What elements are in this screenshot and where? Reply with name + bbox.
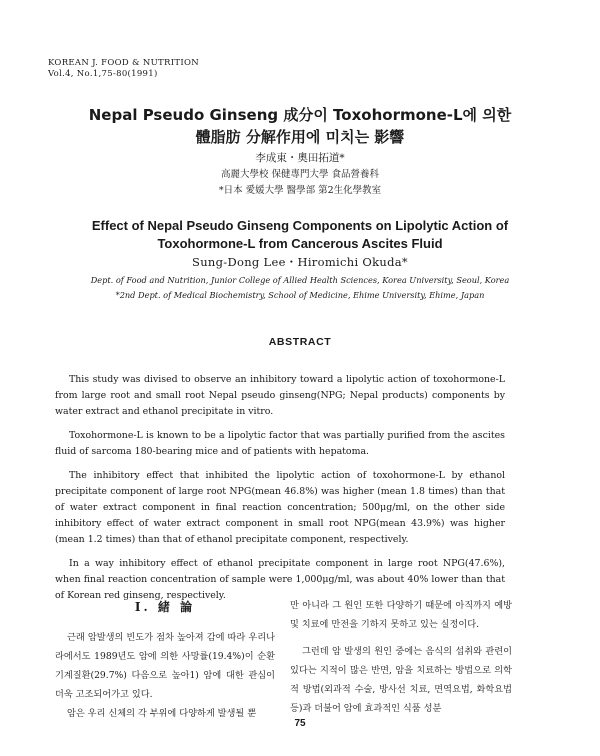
korean-affiliation-1: 高麗大學校 保健專門大學 食品營養科 bbox=[220, 169, 380, 180]
intro-paragraph-2: 암은 우리 신체의 각 부위에 다양하게 발생될 뿐 bbox=[67, 708, 257, 719]
abstract-paragraph-1: This study was divised to observe an inhibitory toward a lipolytic action of toxohormone-L from large root and small root Nepal pseudo ginseng(NPG; Nepal products) components by water extract and ethanol precipitate in vitro. bbox=[55, 374, 505, 417]
intro-paragraph-3: 만 아니라 그 원인 또한 다양하기 때문에 아직까지 예방 및 치료에 만전을 기하지 못하고 있는 실정이다. bbox=[290, 600, 512, 630]
abstract-paragraph-2: Toxohormone-L is known to be a lipolytic factor that was partially purified from the ascites fluid of sarcoma 180-bearing mice and of patients with hepatoma. bbox=[55, 430, 505, 457]
intro-paragraph-1: 근래 암발생의 빈도가 점차 높아져 감에 따라 우리나라에서도 1989년도 암에 의한 사망률(19.4%)이 순환기계질환(29.7%) 다음으로 높아1) 암에 대한 관심이 더욱 고조되어가고 있다. bbox=[55, 632, 275, 700]
page-number: 75 bbox=[294, 718, 306, 729]
abstract-heading: ABSTRACT bbox=[268, 336, 332, 348]
english-title-line-1: Effect of Nepal Pseudo Ginseng Components on Lipolytic Action of bbox=[91, 218, 509, 233]
abstract-body bbox=[55, 372, 505, 604]
intro-left-column bbox=[55, 628, 275, 723]
abstract-paragraph-4: In a way inhibitory effect of ethanol precipitate component in large root NPG(47.6%), when final reaction concentration of sample were 1,000μg/ml, was about 40% lower than that of Korean red ginseng, respectively. bbox=[55, 558, 505, 601]
english-affiliation-1: Dept. of Food and Nutrition, Junior College of Allied Health Sciences, Korea University, Seoul, Korea bbox=[90, 275, 510, 285]
intro-paragraph-4: 그런데 암 발생의 원인 중에는 음식의 섭취와 관련이 있다는 지적이 많은 반면, 암을 치료하는 방법으로 의학적 방법(외과적 수술, 방사선 치료, 면역요법, 화학요법 등)과 더불어 암에 효과적인 식품 성분 bbox=[290, 646, 512, 714]
english-title-line-2: Toxohormone-L from Cancerous Ascites Fluid bbox=[157, 236, 443, 251]
journal-name: KOREAN J. FOOD & NUTRITION bbox=[48, 58, 200, 68]
journal-volume: Vol.4, No.1,75-80(1991) bbox=[48, 69, 158, 79]
abstract-paragraph-3: The inhibitory effect that inhibited the lipolytic action of toxohormone-L by ethanol precipitate component of large root NPG(mean 46.8%) was higher (mean 1.8 times) than that of water extract component in final reaction concentration; 500μg/ml, on the other side inhibitory effect of water extract component in small root NPG(mean 43.9%) was higher (mean 1.2 times) than that of ethanol precipitate component, respectively. bbox=[55, 470, 505, 545]
korean-title-line-1: Nepal Pseudo Ginseng 成分이 Toxohormone-L에 의한 bbox=[88, 106, 512, 124]
english-affiliation-2: *2nd Dept. of Medical Biochemistry, School of Medicine, Ehime University, Ehime, Japan bbox=[115, 290, 485, 300]
english-authors: Sung-Dong Lee・Hiromichi Okuda* bbox=[192, 255, 408, 269]
korean-affiliation-2: *日本 愛媛大學 醫學部 第2生化學教室 bbox=[218, 185, 382, 196]
korean-title-line-2: 體脂肪 分解作用에 미치는 影響 bbox=[195, 128, 405, 146]
section-heading-introduction: I. 緒 論 bbox=[134, 600, 196, 614]
journal-header bbox=[48, 58, 199, 80]
intro-right-column bbox=[290, 596, 512, 718]
korean-authors: 李成東・奧田拓道* bbox=[255, 152, 345, 164]
